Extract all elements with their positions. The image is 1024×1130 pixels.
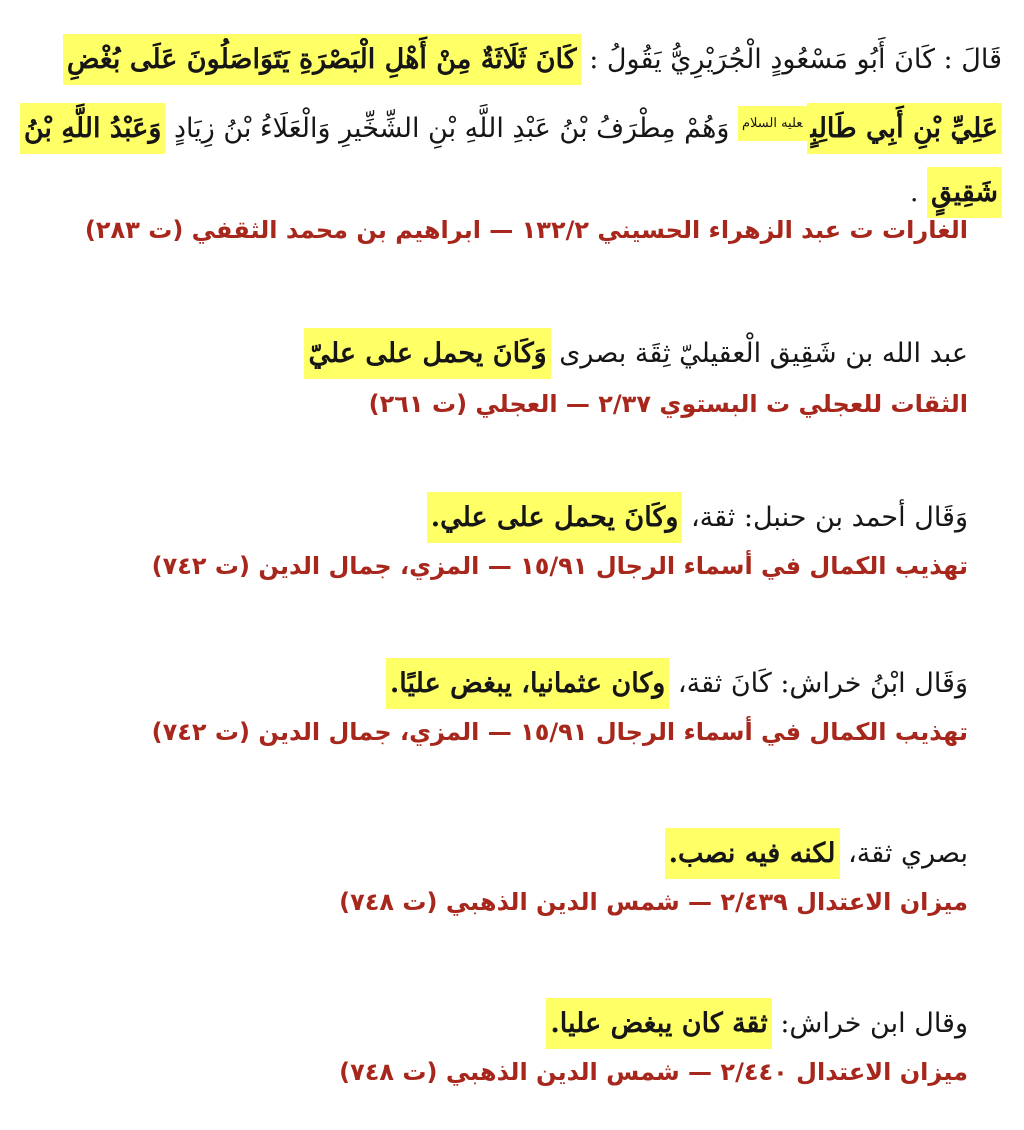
quote-3 (24, 486, 968, 550)
source-citation-2: الثقات للعجلي ت البستوي ٢/٣٧ — العجلي (ت ٢٦١) (368, 390, 968, 418)
source-citation-1: الغارات ت عبد الزهراء الحسيني ١٣٢/٢ — ابراهيم بن محمد الثقفي (ت ٢٨٣) (84, 216, 968, 244)
quote-1-end: . (909, 177, 928, 208)
quote-6 (24, 992, 968, 1056)
quote-1-plain: قَالَ : كَانَ أَبُو مَسْعُودٍ الْجُرَيْرِيُّ يَقُولُ : (580, 44, 1002, 75)
quote-5-highlight: لكنه فيه نصب. (665, 828, 840, 879)
honorific-glyph: عليه السلام (738, 106, 807, 141)
quote-2 (24, 322, 968, 386)
quote-4-highlight: وكان عثمانيا، يبغض عليًا. (386, 658, 669, 709)
quote-5-plain: بصري ثقة، (839, 838, 968, 869)
quote-1-highlight-1: كَانَ ثَلَاثَةٌ مِنْ أَهْلِ الْبَصْرَةِ يَتَوَاصَلُونَ عَلَى بُغْضِ عَلِيِّ بْنِ أَبِي طَالِبٍ (63, 34, 1002, 154)
quote-1 (22, 28, 1002, 225)
quote-6-highlight: ثقة كان يبغض عليا. (546, 998, 771, 1049)
quote-4-plain: وَقَال ابْنُ خراش: كَانَ ثقة، (669, 668, 968, 699)
quote-2-highlight: وَكَانَ يحمل على عليّ (304, 328, 550, 379)
quote-1-middle: وَهُمْ مِطْرَفُ بْنُ عَبْدِ اللَّهِ بْنِ الشِّخِّيرِ وَالْعَلَاءُ بْنُ زِيَادٍ (165, 113, 738, 144)
quote-2-plain: عبد الله بن شَقِيق الْعقيليّ ثِقَة بصرى (550, 338, 968, 369)
quote-3-plain: وَقَال أحمد بن حنبل: ثقة، (682, 502, 968, 533)
source-citation-6: ميزان الاعتدال ٢/٤٤٠ — شمس الدين الذهبي (ت ٧٤٨) (339, 1058, 968, 1086)
quote-5 (24, 822, 968, 886)
quote-3-highlight: وكَانَ يحمل على علي. (427, 492, 683, 543)
source-citation-5: ميزان الاعتدال ٢/٤٣٩ — شمس الدين الذهبي (ت ٧٤٨) (339, 888, 968, 916)
quote-6-plain: وقال ابن خراش: (771, 1008, 968, 1039)
quote-4 (24, 652, 968, 716)
source-citation-3: تهذيب الكمال في أسماء الرجال ١٥/٩١ — المزي، جمال الدين (ت ٧٤٢) (151, 552, 968, 580)
source-citation-4: تهذيب الكمال في أسماء الرجال ١٥/٩١ — المزي، جمال الدين (ت ٧٤٢) (151, 718, 968, 746)
quote-1-highlight-2: وَعَبْدُ اللَّهِ بْنُ شَقِيقٍ (20, 103, 1002, 218)
